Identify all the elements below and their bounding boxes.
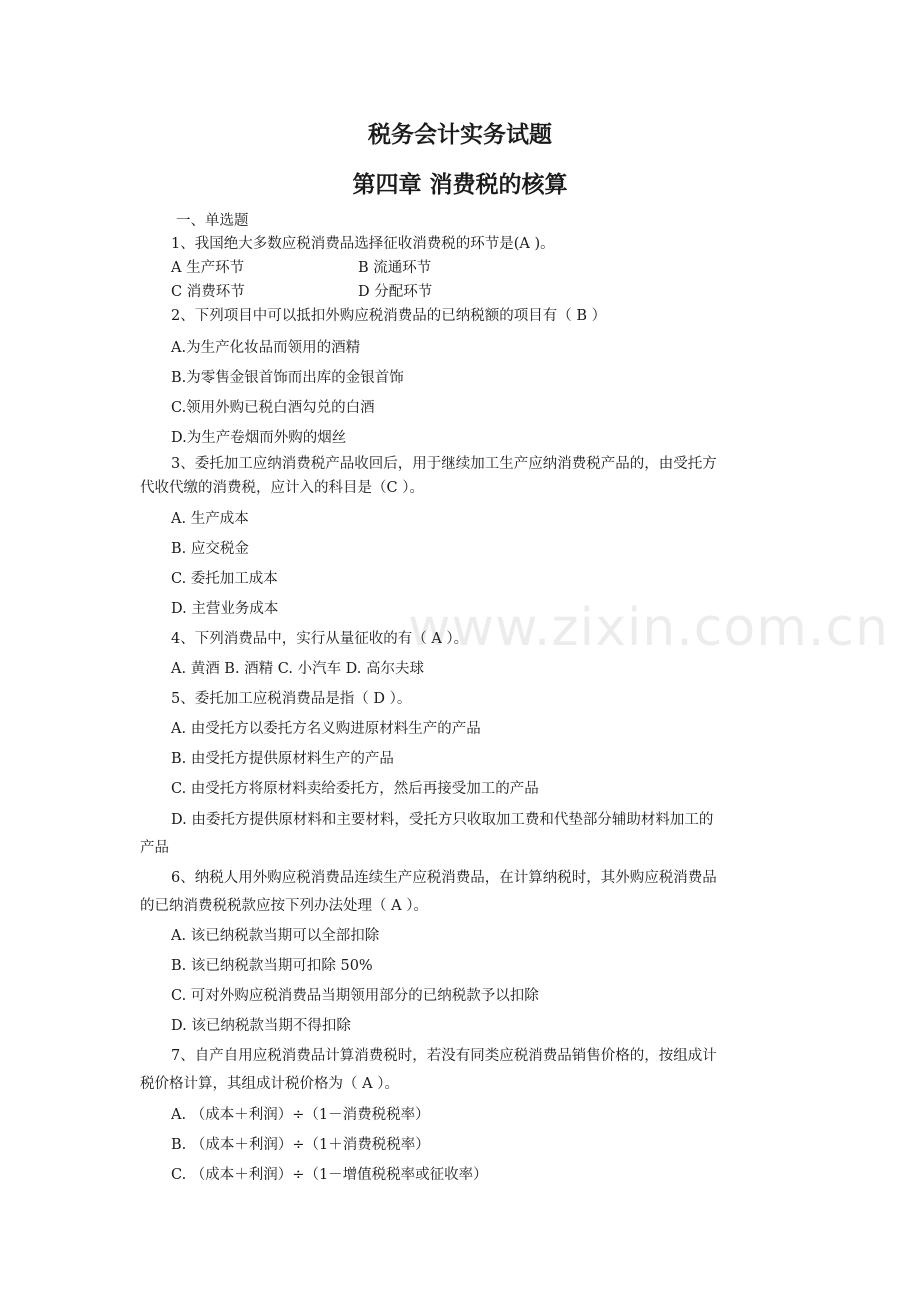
- question-5-option-d-line-1: D. 由委托方提供原材料和主要材料，受托方只收取加工费和代垫部分辅助材料加工的: [171, 812, 714, 828]
- question-7-stem-line-1: 7、自产自用应税消费品计算消费税时，若没有同类应税消费品销售价格的，按组成计: [171, 1048, 717, 1064]
- question-2-option-a: A.为生产化妆品而领用的酒精: [171, 340, 361, 356]
- question-1-option-a: A 生产环节: [171, 260, 245, 276]
- question-5-option-c: C. 由受托方将原材料卖给委托方，然后再接受加工的产品: [171, 781, 539, 797]
- question-3-option-a: A. 生产成本: [171, 511, 249, 527]
- document-title: 税务会计实务试题: [368, 121, 552, 148]
- question-7-option-a: A. （成本＋利润）÷（1－消费税税率）: [171, 1107, 430, 1123]
- question-7-stem-line-2: 税价格计算，其组成计税价格为（ A ）。: [140, 1076, 399, 1092]
- question-4-stem: 4、下列消费品中，实行从量征收的有（ A ）。: [171, 631, 469, 647]
- question-2-option-d: D.为生产卷烟而外购的烟丝: [171, 430, 347, 446]
- question-2-stem: 2、下列项目中可以抵扣外购应税消费品的已纳税额的项目有（ B ）: [171, 308, 607, 324]
- question-1-option-d: D 分配环节: [358, 284, 433, 300]
- section-heading: 一、单选题: [176, 213, 249, 229]
- question-3-stem-line-2: 代收代缴的消费税，应计入的科目是（C ）。: [140, 480, 424, 496]
- question-5-option-d-line-2: 产品: [140, 840, 169, 856]
- question-3-stem-line-1: 3、委托加工应纳消费税产品收回后，用于继续加工生产应纳消费税产品的，由受托方: [171, 456, 717, 472]
- question-5-option-a: A. 由受托方以委托方名义购进原材料生产的产品: [171, 721, 481, 737]
- question-6-stem-line-2: 的已纳消费税税款应按下列办法处理（ A ）。: [140, 898, 428, 914]
- question-7-option-b: B. （成本＋利润）÷（1＋消费税税率）: [171, 1137, 430, 1153]
- question-6-option-d: D. 该已纳税款当期不得扣除: [171, 1018, 351, 1034]
- question-3-option-c: C. 委托加工成本: [171, 571, 278, 587]
- question-2-option-b: B.为零售金银首饰而出库的金银首饰: [171, 370, 404, 386]
- question-2-option-c: C.领用外购已税白酒勾兑的白酒: [171, 400, 375, 416]
- chapter-title: 第四章 消费税的核算: [352, 171, 568, 198]
- question-4-options: A. 黄酒 B. 酒精 C. 小汽车 D. 高尔夫球: [171, 661, 425, 677]
- question-6-option-b: B. 该已纳税款当期可扣除 50%: [171, 958, 373, 974]
- question-3-option-b: B. 应交税金: [171, 541, 249, 557]
- watermark: www.zixin.com.cn: [408, 598, 889, 658]
- question-1-option-b: B 流通环节: [358, 260, 432, 276]
- question-1-stem: 1、我国绝大多数应税消费品选择征收消费税的环节是(A )。: [171, 236, 555, 252]
- question-6-option-c: C. 可对外购应税消费品当期领用部分的已纳税款予以扣除: [171, 988, 539, 1004]
- question-6-option-a: A. 该已纳税款当期可以全部扣除: [171, 928, 380, 944]
- question-7-option-c: C. （成本＋利润）÷（1－增值税税率或征收率）: [171, 1167, 488, 1183]
- question-6-stem-line-1: 6、纳税人用外购应税消费品连续生产应税消费品，在计算纳税时，其外购应税消费品: [171, 870, 717, 886]
- question-5-stem: 5、委托加工应税消费品是指（ D ）。: [171, 691, 412, 707]
- question-3-option-d: D. 主营业务成本: [171, 601, 279, 617]
- question-1-option-c: C 消费环节: [171, 284, 245, 300]
- question-5-option-b: B. 由受托方提供原材料生产的产品: [171, 751, 394, 767]
